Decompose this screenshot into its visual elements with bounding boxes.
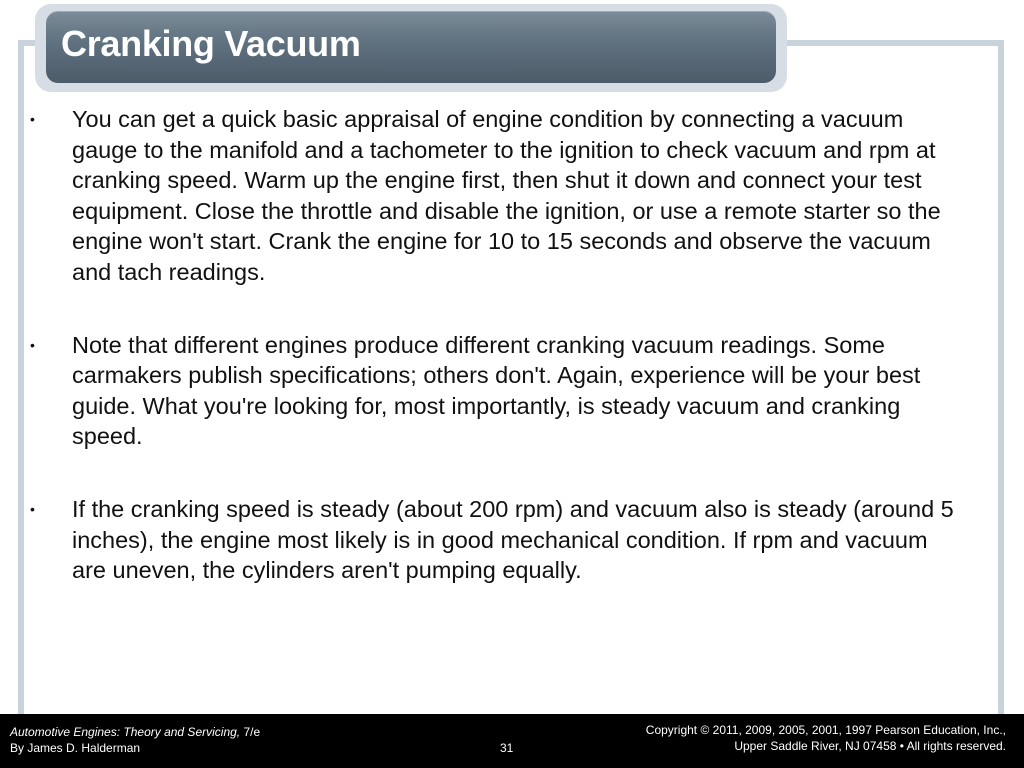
bullet-item xyxy=(30,330,965,452)
footer-edition: 7/e xyxy=(240,725,261,739)
footer-book-title: Automotive Engines: Theory and Servicing, xyxy=(10,725,241,739)
bullet-list xyxy=(30,104,965,628)
bullet-dot-icon: • xyxy=(30,500,35,517)
bullet-text: Note that different engines produce different cranking vacuum readings. Some carmakers publish specifications; others don't. Again, experience will be your best guide. What you're looking for, most importantly, is steady vacuum and cranking speed. xyxy=(72,331,921,450)
copyright-line-2: Upper Saddle River, NJ 07458 • All rights reserved. xyxy=(734,739,1006,753)
bullet-item xyxy=(30,494,965,586)
footer-author: By James D. Halderman xyxy=(10,741,141,755)
bullet-item xyxy=(30,104,965,288)
page-number: 31 xyxy=(500,741,514,755)
footer-credits xyxy=(10,724,260,756)
footer-copyright xyxy=(646,722,1006,754)
bullet-text: If the cranking speed is steady (about 200 rpm) and vacuum also is steady (around 5 inches), the engine most likely is in good mechanical condition. If rpm and vacuum are uneven, the cylinders aren't pumping equally. xyxy=(72,495,954,584)
bullet-dot-icon: • xyxy=(30,111,35,127)
copyright-line-1: Copyright © 2011, 2009, 2005, 2001, 1997 Pearson Education, Inc., xyxy=(645,723,1006,737)
footer xyxy=(0,714,1024,768)
slide-title: Cranking Vacuum xyxy=(61,23,361,64)
footer-book-line xyxy=(10,724,260,740)
bullet-dot-icon: • xyxy=(30,336,35,353)
bullet-text: You can get a quick basic appraisal of engine condition by connecting a vacuum gauge to the manifold and a tachometer to the ignition to check vacuum and rpm at cranking speed. Warm up the engine first, then shut it down and connect your test equipment. Close the throttle and disable the ignition, or use a remote starter so the engine won't start. Crank the engine for 10 to 15 seconds and observe the vacuum and tach readings. xyxy=(72,106,941,285)
